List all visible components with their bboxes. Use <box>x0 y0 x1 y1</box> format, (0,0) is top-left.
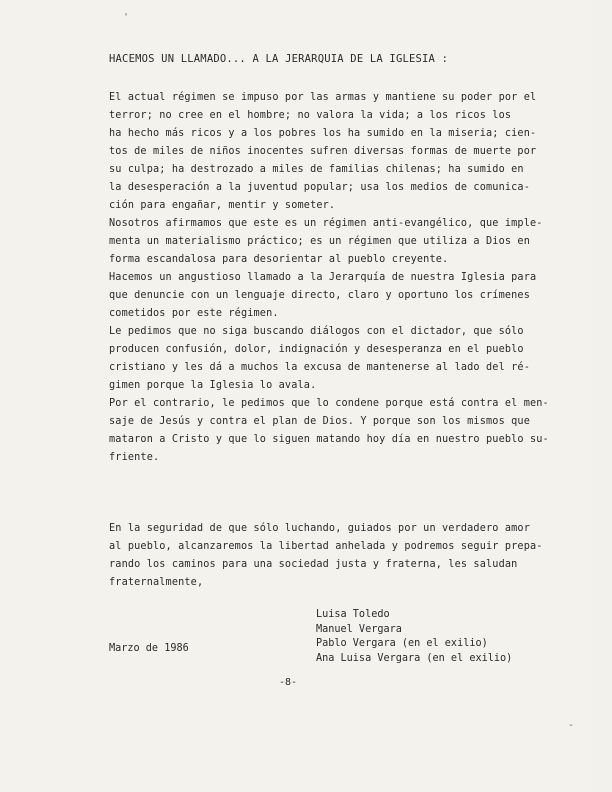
body-line: la desesperación a la juventud popular; usa los medios de comunica- <box>109 182 530 193</box>
signatory-name: Ana Luisa Vergara (en el exilio) <box>316 652 513 664</box>
body-line: Por el contrario, le pedimos que lo condene porque está contra el men- <box>109 398 549 409</box>
closing-line: fraternalmente, <box>109 577 204 588</box>
signatory-name: Pablo Vergara (en el exilio) <box>316 638 488 649</box>
signature-block <box>316 608 512 666</box>
letter-closing <box>109 520 543 592</box>
body-line: ha hecho más ricos y a los pobres los ha sumido en la miseria; cien- <box>109 128 537 139</box>
body-line: mataron a Cristo y que lo siguen matando hoy día en nuestro pueblo su- <box>109 434 549 445</box>
closing-line: En la seguridad de que sólo luchando, guiados por un verdadero amor <box>109 523 530 534</box>
margin-mark: - <box>568 720 575 731</box>
page-number: -8- <box>279 677 298 688</box>
body-line: Hacemos un angustioso llamado a la Jerarquía de nuestra Iglesia para <box>109 272 537 283</box>
body-line: su culpa; ha destrozado a miles de familias chilenas; ha sumido en <box>109 164 524 175</box>
closing-line: rando los caminos para una sociedad justa y fraterna, les saludan <box>109 559 518 570</box>
body-line: friente. <box>109 452 160 463</box>
body-line: que denuncie con un lenguaje directo, claro y oportuno los crímenes <box>109 290 530 301</box>
body-line: producen confusión, dolor, indignación y desesperanza en el pueblo <box>109 344 524 355</box>
body-line: gimen porque la Iglesia lo avala. <box>109 380 317 391</box>
body-line: menta un materialismo práctico; es un régimen que utiliza a Dios en <box>109 236 530 247</box>
letter-heading: HACEMOS UN LLAMADO... A LA JERARQUIA DE LA IGLESIA : <box>109 53 449 65</box>
signatory-name: Manuel Vergara <box>316 623 402 635</box>
letter-date: Marzo de 1986 <box>109 643 189 654</box>
body-line: cristiano y les dá a muchos la excusa de mantenerse al lado del ré- <box>109 362 530 373</box>
body-line: saje de Jesús y contra el plan de Dios. Y porque son los mismos que <box>109 416 530 427</box>
margin-mark: ' <box>123 12 130 23</box>
body-line: tos de miles de niños inocentes sufren diversas formas de muerte por <box>109 146 537 157</box>
body-line: Nosotros afirmamos que este es un régimen anti-evangélico, que imple- <box>109 218 543 229</box>
body-line: El actual régimen se impuso por las armas y mantiene su poder por el <box>109 92 537 103</box>
letter-body <box>109 89 549 467</box>
body-line: Le pedimos que no siga buscando diálogos con el dictador, que sólo <box>109 326 524 337</box>
body-line: ción para engañar, mentir y someter. <box>109 200 336 211</box>
body-line: forma escandalosa para desorientar al pueblo creyente. <box>109 254 449 265</box>
signatory-name: Luisa Toledo <box>316 609 390 620</box>
body-line: terror; no cree en el hombre; no valora la vida; a los ricos los <box>109 110 512 121</box>
closing-line: al pueblo, alcanzaremos la libertad anhelada y podremos seguir prepa- <box>109 541 543 552</box>
body-line: cometidos por este régimen. <box>109 308 279 319</box>
